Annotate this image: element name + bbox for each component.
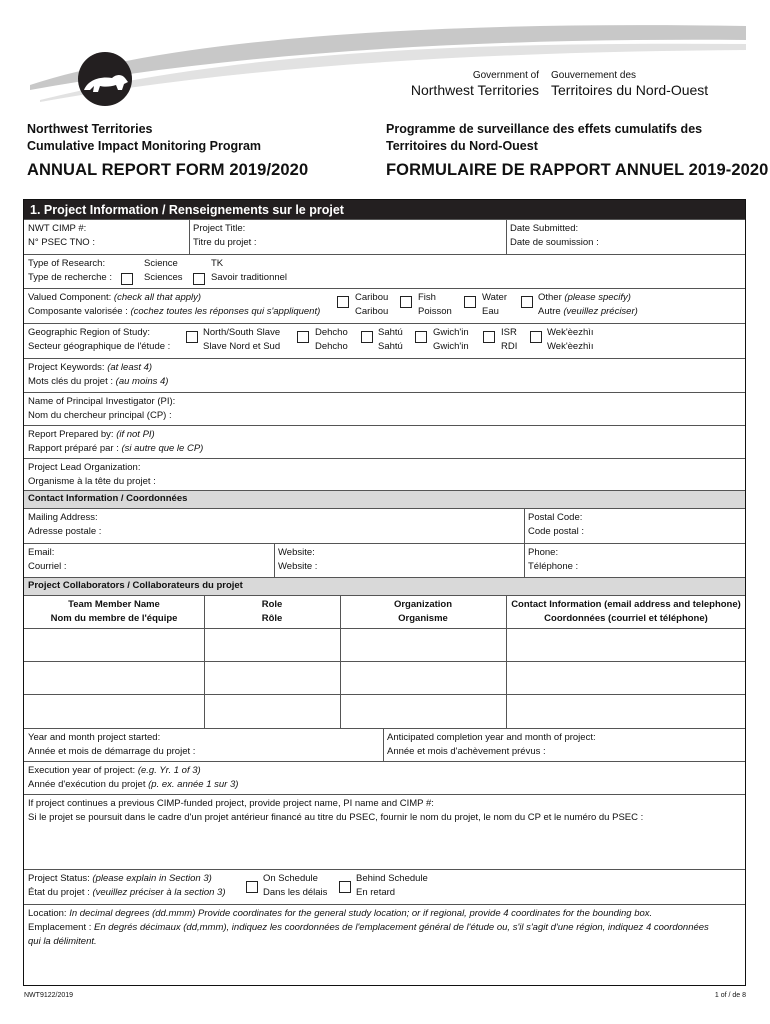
caribou-checkbox[interactable] xyxy=(337,296,349,308)
other-hint-en: (please specify) xyxy=(564,292,631,303)
gnwt-logo xyxy=(78,52,132,106)
cont-label-en: If project continues a previous CIMP-funded project, provide project name, PI name and CIMP #: xyxy=(28,798,434,809)
water-checkbox[interactable] xyxy=(464,296,476,308)
website-field[interactable] xyxy=(274,544,524,576)
phone-label-fr: Téléphone : xyxy=(528,561,579,572)
collaborators-table-header xyxy=(24,596,745,629)
dehcho-label xyxy=(311,324,352,356)
project-status-row xyxy=(24,870,745,905)
keywords-field[interactable] xyxy=(24,359,745,393)
title-label-fr: Titre du projet : xyxy=(193,237,257,248)
email-label-fr: Courriel : xyxy=(28,561,67,572)
science-checkbox[interactable] xyxy=(121,273,133,285)
gwichin-label-en: Gwich'in xyxy=(433,327,469,338)
date-label-en: Date Submitted: xyxy=(510,223,579,234)
postal-label-fr: Code postal : xyxy=(528,526,584,537)
vc-label-en: Valued Component: xyxy=(28,292,114,303)
cimp-number-field[interactable] xyxy=(24,220,189,252)
page-number: 1 of / de 8 xyxy=(714,992,746,999)
isr-label xyxy=(497,324,521,356)
status-label-fr: État du projet : xyxy=(28,887,93,898)
kw-hint-fr: (au moins 4) xyxy=(115,376,169,387)
gov-name-en xyxy=(395,70,539,99)
gov-fr-line1: Gouvernement des xyxy=(551,70,637,81)
research-type-label xyxy=(24,255,116,287)
other-hint-fr: (veuillez préciser) xyxy=(563,306,638,317)
location-field[interactable] xyxy=(24,905,745,985)
sahtu-label-fr: Sahtú xyxy=(378,341,403,352)
form-title-en: ANNUAL REPORT FORM 2019/2020 xyxy=(27,161,309,179)
behind-schedule-label xyxy=(352,870,432,902)
web-label-en: Website: xyxy=(278,547,315,558)
on-schedule-checkbox[interactable] xyxy=(246,881,258,893)
prep-hint-en: (if not PI) xyxy=(116,429,155,440)
vc-label-fr: Composante valorisée : xyxy=(28,306,131,317)
on-schedule-label xyxy=(259,870,331,902)
program-title-fr xyxy=(386,121,768,180)
polar-bear-icon xyxy=(78,52,132,106)
other-label-fr: Autre xyxy=(538,306,564,317)
caribou-label-en: Caribou xyxy=(355,292,389,303)
loc-label-en: Location: xyxy=(28,908,70,919)
gov-fr-line2: Territoires du Nord-Ouest xyxy=(551,82,709,98)
org-en-line2: Cumulative Impact Monitoring Program xyxy=(27,139,262,153)
fish-label-fr: Poisson xyxy=(418,306,452,317)
phone-field[interactable] xyxy=(524,544,582,576)
annual-report-form xyxy=(23,199,746,986)
research-label-en: Type of Research: xyxy=(28,258,106,269)
col1-en: Team Member Name xyxy=(68,599,160,610)
col-organization xyxy=(340,596,506,628)
status-hint-fr: (veuillez préciser à la section 3) xyxy=(92,887,226,898)
start-date-field[interactable] xyxy=(24,729,383,761)
postal-code-field[interactable] xyxy=(524,509,588,541)
exec-hint-en: (e.g. Yr. 1 of 3) xyxy=(137,765,201,776)
science-label-en: Science xyxy=(144,258,178,269)
on-label-fr: Dans les délais xyxy=(263,887,328,898)
email-label-en: Email: xyxy=(28,547,55,558)
north-south-slave-label xyxy=(199,324,284,356)
behind-label-fr: En retard xyxy=(356,887,396,898)
tk-checkbox[interactable] xyxy=(193,273,205,285)
col-role xyxy=(204,596,340,628)
science-label-fr: Sciences xyxy=(144,272,183,283)
cimp-label-en: NWT CIMP #: xyxy=(28,223,87,234)
gwichin-label xyxy=(429,324,473,356)
fish-label-en: Fish xyxy=(418,292,436,303)
status-label-en: Project Status: xyxy=(28,873,93,884)
org-en-line1: Northwest Territories xyxy=(27,122,153,136)
region-label xyxy=(24,324,174,356)
col1-fr: Nom du membre de l'équipe xyxy=(50,613,178,624)
mailing-row xyxy=(24,509,745,544)
lead-label-en: Project Lead Organization: xyxy=(28,462,141,473)
previous-project-field[interactable] xyxy=(24,795,745,870)
start-label-en: Year and month project started: xyxy=(28,732,161,743)
fish-label xyxy=(414,289,456,321)
wek-label-fr: Wek'èezhìı xyxy=(547,341,594,352)
gov-name-fr xyxy=(551,70,741,99)
email-field[interactable] xyxy=(24,544,274,576)
caribou-label xyxy=(351,289,392,321)
lead-organization-field[interactable] xyxy=(24,459,745,491)
isr-label-fr: RDI xyxy=(501,341,518,352)
isr-label-en: ISR xyxy=(501,327,517,338)
loc-hint-en: In decimal degrees (dd.mmm) Provide coordinates for the general study location; or if regional, provide 4 coordinates for the bounding box. xyxy=(69,908,653,919)
vc-label xyxy=(24,289,324,321)
completion-date-field[interactable] xyxy=(383,729,600,761)
end-label-en: Anticipated completion year and month of project: xyxy=(387,732,596,743)
region-label-fr: Secteur géographique de l'étude : xyxy=(28,341,171,352)
program-title-en xyxy=(27,121,308,180)
form-code: NWT9122/2019 xyxy=(24,992,74,999)
status-label xyxy=(24,870,230,902)
exec-label-fr: Année d'exécution du projet xyxy=(28,779,149,790)
prep-label-fr: Rapport préparé par : xyxy=(28,443,122,454)
loc-hint-fr-cont: qui la délimitent. xyxy=(28,936,97,947)
sahtu-checkbox[interactable] xyxy=(361,331,373,343)
wekeezhii-label xyxy=(543,324,598,356)
gwichin-label-fr: Gwich'in xyxy=(433,341,469,352)
date-submitted-field[interactable] xyxy=(506,220,603,252)
dehcho-label-fr: Dehcho xyxy=(315,341,348,352)
sahtu-label xyxy=(374,324,407,356)
kw-label-fr: Mots clés du projet : xyxy=(28,376,116,387)
pi-name-field[interactable] xyxy=(24,393,745,426)
project-title-field[interactable] xyxy=(189,220,506,252)
table-row[interactable] xyxy=(24,662,745,695)
start-label-fr: Année et mois de démarrage du projet : xyxy=(28,746,196,757)
col2-fr: Rôle xyxy=(261,613,283,624)
caribou-label-fr: Caribou xyxy=(355,306,389,317)
tk-label-fr: Savoir traditionnel xyxy=(211,272,288,283)
timeline-row xyxy=(24,729,745,762)
north-south-slave-checkbox[interactable] xyxy=(186,331,198,343)
mail-label-fr: Adresse postale : xyxy=(28,526,102,537)
on-label-en: On Schedule xyxy=(263,873,318,884)
gov-en-line1: Government of xyxy=(472,70,539,81)
org-fr-line1: Programme de surveillance des effets cumulatifs des xyxy=(386,122,703,136)
status-hint-en: (please explain in Section 3) xyxy=(92,873,212,884)
dehcho-label-en: Dehcho xyxy=(315,327,348,338)
cont-label-fr: Si le projet se poursuit dans le cadre d'un projet antérieur financé au titre du PSEC, fournir le nom du projet, le nom du CP et le numéro du PSEC : xyxy=(28,812,644,823)
loc-hint-fr: En degrés décimaux (dd,mmm), indiquez les coordonnées de l'emplacement général de l'étude ou, s'il s'agit d'une région, indiquez 4 coordonnées xyxy=(94,922,709,933)
contact-heading: Contact Information / Coordonnées xyxy=(24,491,745,509)
org-fr-line2: Territoires du Nord-Ouest xyxy=(386,139,538,153)
pi-label-fr: Nom du chercheur principal (CP) : xyxy=(28,410,172,421)
loc-label-fr: Emplacement : xyxy=(28,922,94,933)
research-type-row xyxy=(24,255,745,289)
wek-label-en: Wek'èezhìı xyxy=(547,327,594,338)
kw-label-en: Project Keywords: xyxy=(28,362,108,373)
gov-en-line2: Northwest Territories xyxy=(410,82,539,98)
col-contact xyxy=(506,596,746,628)
fish-checkbox[interactable] xyxy=(400,296,412,308)
col-team-member xyxy=(24,596,204,628)
sahtu-label-en: Sahtú xyxy=(378,327,403,338)
tk-label xyxy=(207,255,291,287)
col4-en: Contact Information (email address and telephone) xyxy=(511,599,741,610)
prep-label-en: Report Prepared by: xyxy=(28,429,117,440)
end-label-fr: Année et mois d'achèvement prévus : xyxy=(387,746,546,757)
water-label-en: Water xyxy=(482,292,507,303)
gwichin-checkbox[interactable] xyxy=(415,331,427,343)
ns-label-en: North/South Slave xyxy=(203,327,281,338)
mail-label-en: Mailing Address: xyxy=(28,512,98,523)
pi-label-en: Name of Principal Investigator (PI): xyxy=(28,396,176,407)
execution-year-field[interactable] xyxy=(24,762,745,795)
cimp-label-fr: N° PSEC TNO : xyxy=(28,237,95,248)
region-label-en: Geographic Region of Study: xyxy=(28,327,150,338)
prepared-by-field[interactable] xyxy=(24,426,745,459)
web-label-fr: Website : xyxy=(278,561,318,572)
mailing-address-field[interactable] xyxy=(24,509,524,541)
col3-en: Organization xyxy=(393,599,453,610)
tk-label-en: TK xyxy=(211,258,224,269)
kw-hint-en: (at least 4) xyxy=(107,362,153,373)
exec-label-en: Execution year of project: xyxy=(28,765,138,776)
email-row xyxy=(24,544,745,578)
prep-hint-fr: (si autre que le CP) xyxy=(121,443,204,454)
lead-label-fr: Organisme à la tête du projet : xyxy=(28,476,156,487)
water-label xyxy=(478,289,511,321)
vc-hint-fr: (cochez toutes les réponses qui s'appliquent) xyxy=(130,306,321,317)
other-checkbox[interactable] xyxy=(521,296,533,308)
dehcho-checkbox[interactable] xyxy=(297,331,309,343)
vc-hint-en: (check all that apply) xyxy=(113,292,202,303)
collaborators-heading: Project Collaborators / Collaborateurs du projet xyxy=(24,578,745,596)
table-row[interactable] xyxy=(24,695,745,729)
title-label-en: Project Title: xyxy=(193,223,246,234)
postal-label-en: Postal Code: xyxy=(528,512,583,523)
region-row xyxy=(24,324,745,359)
wekeezhii-checkbox[interactable] xyxy=(530,331,542,343)
exec-hint-fr: (p. ex. année 1 sur 3) xyxy=(148,779,239,790)
other-label-en: Other xyxy=(538,292,565,303)
science-label xyxy=(140,255,187,287)
ns-label-fr: Slave Nord et Sud xyxy=(203,341,281,352)
other-label xyxy=(534,289,642,321)
isr-checkbox[interactable] xyxy=(483,331,495,343)
col4-fr: Coordonnées (courriel et téléphone) xyxy=(544,613,708,624)
date-label-fr: Date de soumission : xyxy=(510,237,599,248)
water-label-fr: Eau xyxy=(482,306,499,317)
section1-heading: 1. Project Information / Renseignements sur le projet xyxy=(24,200,745,220)
research-label-fr: Type de recherche : xyxy=(28,272,112,283)
form-title-fr: FORMULAIRE DE RAPPORT ANNUEL 2019-2020 xyxy=(386,161,769,179)
col3-fr: Organisme xyxy=(398,613,448,624)
phone-label-en: Phone: xyxy=(528,547,559,558)
col2-en: Role xyxy=(261,599,283,610)
project-id-row xyxy=(24,220,745,255)
behind-label-en: Behind Schedule xyxy=(356,873,428,884)
table-row[interactable] xyxy=(24,629,745,662)
valued-component-row xyxy=(24,289,745,324)
behind-schedule-checkbox[interactable] xyxy=(339,881,351,893)
